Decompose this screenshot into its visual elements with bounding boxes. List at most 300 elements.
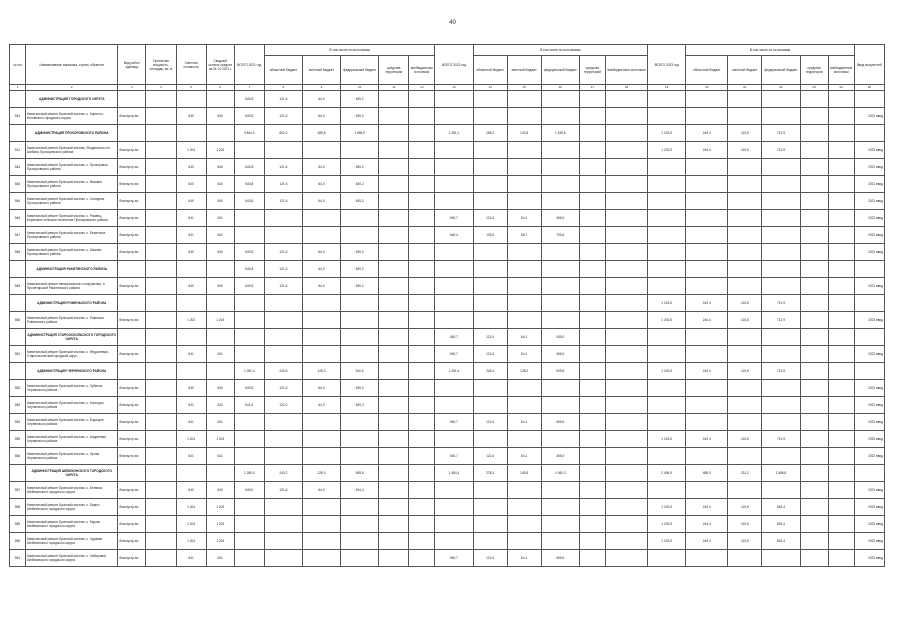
cell-r21-mest xyxy=(302,227,340,244)
cell-cost: 1 204 xyxy=(176,431,206,448)
cell-r21-mest xyxy=(302,329,340,346)
col-header-total-2023: ВСЕГО 2023 год xyxy=(648,45,686,85)
cell-t23: 1 203,5 xyxy=(648,125,686,142)
cell-empty xyxy=(605,193,647,210)
cell-empty xyxy=(409,227,435,244)
cell-empty xyxy=(605,244,647,261)
cell-no: 546 xyxy=(10,210,26,227)
cell-r21-obl: 121,6 xyxy=(264,159,302,176)
cell-r21-fed xyxy=(341,142,379,159)
cell-t21 xyxy=(234,329,264,346)
cell-power xyxy=(146,465,176,482)
cell-empty xyxy=(828,159,854,176)
cell-term xyxy=(854,91,884,108)
cell-t23 xyxy=(648,482,686,499)
cell-r23-mest xyxy=(728,380,762,397)
cell-r21-obl xyxy=(264,295,302,312)
cell-r21-fed: 455,2 xyxy=(341,159,379,176)
cell-unit: благоустр-во xyxy=(118,210,146,227)
cell-no: 512 xyxy=(10,142,26,159)
cell-empty xyxy=(379,278,409,295)
col-header-power: Проектная мощность, площадь, км, м xyxy=(146,45,176,85)
cell-t21: 640,8 xyxy=(234,278,264,295)
cell-r23-mest xyxy=(728,346,762,363)
cell-empty xyxy=(828,91,854,108)
cell-r22-fed: 1 060,3 xyxy=(541,465,579,482)
cell-r22-obl: 121,6 xyxy=(473,448,507,465)
cell-r23-obl: 244,4 xyxy=(686,533,728,550)
cell-rest xyxy=(206,125,234,142)
cell-power xyxy=(146,244,176,261)
cell-empty xyxy=(379,465,409,482)
admin-group-row xyxy=(10,91,885,108)
cell-no: 550 xyxy=(10,312,26,329)
cell-empty xyxy=(828,278,854,295)
cell-r22-fed xyxy=(541,431,579,448)
cell-t22 xyxy=(435,278,473,295)
cell-empty xyxy=(800,533,828,550)
cell-r22-fed xyxy=(541,176,579,193)
cell-r22-fed xyxy=(541,91,579,108)
cell-r22-fed: 455,0 xyxy=(541,550,579,567)
cell-r23-fed: 843,4 xyxy=(762,533,800,550)
cell-r22-obl xyxy=(473,482,507,499)
cell-term: 2021 ввод xyxy=(854,380,884,397)
cell-empty xyxy=(409,278,435,295)
cell-name: Капитальный ремонт Братской могилы, с. Береговое Прохоровского района xyxy=(26,227,118,244)
cell-t21: 640,8 xyxy=(234,91,264,108)
cell-r22-mest: 64,1 xyxy=(507,550,541,567)
cell-no: 543 xyxy=(10,108,26,125)
cell-r23-obl xyxy=(686,397,728,414)
cell-cost xyxy=(176,91,206,108)
cell-r22-fed xyxy=(541,108,579,125)
cell-empty xyxy=(579,193,605,210)
cell-r23-obl: 244,4 xyxy=(686,363,728,380)
cell-empty xyxy=(579,414,605,431)
cell-r21-fed: 455,2 xyxy=(341,176,379,193)
cell-name: Капитальный ремонт Братской могилы, с. Зиборовка Шебекинского городского округа xyxy=(26,550,118,567)
cell-r23-fed xyxy=(762,414,800,431)
cell-no: 557 xyxy=(10,482,26,499)
cell-empty xyxy=(379,329,409,346)
cell-r23-mest xyxy=(728,210,762,227)
cell-empty xyxy=(828,193,854,210)
cell-empty xyxy=(379,312,409,329)
cell-r23-obl: 244,4 xyxy=(686,431,728,448)
cell-r21-mest xyxy=(302,550,340,567)
col-header-fed-2021: федеральный бюджет xyxy=(341,56,379,85)
cell-t23 xyxy=(648,278,686,295)
cell-cost: 640 xyxy=(176,482,206,499)
cell-rest: 1 204 xyxy=(206,516,234,533)
cell-t23: 1 203,5 xyxy=(648,312,686,329)
cell-unit: благоустр-во xyxy=(118,550,146,567)
cell-r23-mest xyxy=(728,550,762,567)
cell-empty xyxy=(409,533,435,550)
cell-rest: 640 xyxy=(206,193,234,210)
cell-unit xyxy=(118,261,146,278)
cell-rest: 1 204 xyxy=(206,533,234,550)
cell-r23-mest xyxy=(728,244,762,261)
cell-empty xyxy=(828,125,854,142)
cell-r22-obl: 121,6 xyxy=(473,414,507,431)
cell-power xyxy=(146,142,176,159)
cell-unit: благоустр-во xyxy=(118,448,146,465)
cell-t21 xyxy=(234,533,264,550)
cell-empty xyxy=(409,550,435,567)
cell-empty xyxy=(800,363,828,380)
cell-r22-obl xyxy=(473,193,507,210)
cell-r21-mest: 64,0 xyxy=(302,482,340,499)
cell-r22-mest: 122,8 xyxy=(507,125,541,142)
cell-r22-mest: 64,1 xyxy=(507,329,541,346)
cell-cost xyxy=(176,295,206,312)
cell-r21-obl: 121,6 xyxy=(264,278,302,295)
cell-cost: 1 204 xyxy=(176,516,206,533)
cell-empty xyxy=(579,533,605,550)
cell-r21-mest: 64,0 xyxy=(302,261,340,278)
cell-t23 xyxy=(648,380,686,397)
cell-name: АДМИНИСТРАЦИЯ РАКИТЯНСКОГО РАЙОНА xyxy=(26,261,118,278)
cell-t21 xyxy=(234,142,264,159)
cell-empty xyxy=(605,363,647,380)
cell-t22 xyxy=(435,380,473,397)
cell-r22-fed xyxy=(541,278,579,295)
cell-t23 xyxy=(648,261,686,278)
cell-empty xyxy=(409,312,435,329)
cell-rest xyxy=(206,363,234,380)
cell-r23-mest: 115,6 xyxy=(728,295,762,312)
cell-t21 xyxy=(234,312,264,329)
cell-name: Капитальный ремонт Братской могилы, с. Лубяное Чернянского района xyxy=(26,380,118,397)
table-row xyxy=(10,312,885,329)
col-header-term: Ввод мощностей xyxy=(854,45,884,85)
column-number: 6 xyxy=(206,85,234,91)
cell-no xyxy=(10,329,26,346)
col-header-terr-2023: средства территории xyxy=(800,56,828,85)
cell-r22-mest xyxy=(507,295,541,312)
cell-r21-obl: 121,6 xyxy=(264,380,302,397)
column-number: 23 xyxy=(800,85,828,91)
col-header-cost: Сметная стоимость xyxy=(176,45,206,85)
cell-r23-mest xyxy=(728,159,762,176)
cell-r22-obl xyxy=(473,91,507,108)
cell-r22-obl xyxy=(473,159,507,176)
cell-term: 2022 ввод xyxy=(854,448,884,465)
cell-unit: благоустр-во xyxy=(118,244,146,261)
column-number: 20 xyxy=(686,85,728,91)
investment-program-table xyxy=(9,44,885,567)
cell-empty xyxy=(409,329,435,346)
cell-empty xyxy=(379,482,409,499)
cell-rest: 641 xyxy=(206,550,234,567)
page-number: 40 xyxy=(449,20,456,26)
cell-r22-mest xyxy=(507,482,541,499)
cell-name: АДМИНИСТРАЦИЯ ГОРОДСКОГО ОКРУГА xyxy=(26,91,118,108)
cell-empty xyxy=(828,431,854,448)
cell-r23-obl xyxy=(686,176,728,193)
cell-r21-fed: 454,4 xyxy=(341,482,379,499)
cell-empty xyxy=(800,91,828,108)
cell-cost: 640 xyxy=(176,278,206,295)
cell-r21-obl: 121,6 xyxy=(264,261,302,278)
cell-r21-mest xyxy=(302,312,340,329)
cell-empty xyxy=(579,499,605,516)
cell-empty xyxy=(379,159,409,176)
cell-empty xyxy=(800,125,828,142)
cell-empty xyxy=(379,125,409,142)
cell-cost xyxy=(176,465,206,482)
cell-r21-fed xyxy=(341,210,379,227)
cell-term: 2023 ввод xyxy=(854,499,884,516)
cell-rest xyxy=(206,91,234,108)
cell-r21-mest xyxy=(302,533,340,550)
cell-r22-mest xyxy=(507,533,541,550)
cell-empty xyxy=(605,465,647,482)
cell-unit xyxy=(118,125,146,142)
cell-r23-fed: 713,9 xyxy=(762,125,800,142)
cell-empty xyxy=(800,346,828,363)
cell-r21-fed xyxy=(341,448,379,465)
cell-no xyxy=(10,91,26,108)
cell-empty xyxy=(409,363,435,380)
cell-t22 xyxy=(435,193,473,210)
cell-r22-fed: 909,8 xyxy=(541,363,579,380)
cell-empty xyxy=(409,244,435,261)
cell-r21-fed: 455,2 xyxy=(341,91,379,108)
cell-empty xyxy=(605,499,647,516)
cell-unit: благоустр-во xyxy=(118,499,146,516)
cell-empty xyxy=(605,108,647,125)
cell-rest xyxy=(206,329,234,346)
table-row xyxy=(10,380,885,397)
admin-group-row xyxy=(10,363,885,380)
cell-r23-fed: 713,9 xyxy=(762,431,800,448)
cell-r22-obl xyxy=(473,295,507,312)
cell-r22-obl xyxy=(473,431,507,448)
cell-t22 xyxy=(435,499,473,516)
cell-unit xyxy=(118,465,146,482)
cell-t21: 640,8 xyxy=(234,193,264,210)
cell-rest xyxy=(206,261,234,278)
column-number: 21 xyxy=(728,85,762,91)
cell-empty xyxy=(828,516,854,533)
cell-cost: 641 xyxy=(176,414,206,431)
table-row xyxy=(10,142,885,159)
cell-t21 xyxy=(234,295,264,312)
cell-t23: 1 203,5 xyxy=(648,142,686,159)
col-header-mest-2022: местный бюджет xyxy=(507,56,541,85)
cell-r21-obl xyxy=(264,227,302,244)
cell-t23 xyxy=(648,550,686,567)
cell-r23-mest xyxy=(728,261,762,278)
cell-r22-fed xyxy=(541,499,579,516)
cell-t22: 640,7 xyxy=(435,210,473,227)
column-number: 8 xyxy=(264,85,302,91)
cell-rest: 641 xyxy=(206,448,234,465)
cell-power xyxy=(146,414,176,431)
cell-t23 xyxy=(648,176,686,193)
cell-empty xyxy=(828,312,854,329)
cell-t21 xyxy=(234,431,264,448)
cell-power xyxy=(146,533,176,550)
cell-rest: 1 204 xyxy=(206,312,234,329)
cell-empty xyxy=(800,278,828,295)
cell-empty xyxy=(379,227,409,244)
cell-cost xyxy=(176,261,206,278)
cell-r23-mest xyxy=(728,329,762,346)
cell-term: 2022 ввод xyxy=(854,550,884,567)
cell-r21-fed: 455,2 xyxy=(341,244,379,261)
cell-empty xyxy=(379,414,409,431)
cell-r23-fed: 843,4 xyxy=(762,516,800,533)
cell-r23-fed xyxy=(762,193,800,210)
col-header-obl-2023: областной бюджет xyxy=(686,56,728,85)
cell-r23-obl xyxy=(686,193,728,210)
cell-r21-mest: 64,0 xyxy=(302,159,340,176)
cell-empty xyxy=(828,108,854,125)
cell-name: Капитальный ремонт Братской могилы, с. Прохоровка Прохоровского района xyxy=(26,159,118,176)
cell-empty xyxy=(800,244,828,261)
cell-t23: 2 406,9 xyxy=(648,465,686,482)
cell-r23-mest xyxy=(728,397,762,414)
cell-r21-mest xyxy=(302,448,340,465)
cell-power xyxy=(146,363,176,380)
cell-cost: 1 204 xyxy=(176,499,206,516)
cell-unit: благоустр-во xyxy=(118,278,146,295)
cell-empty xyxy=(379,380,409,397)
cell-t22 xyxy=(435,108,473,125)
cell-r22-mest xyxy=(507,380,541,397)
cell-empty xyxy=(409,448,435,465)
cell-power xyxy=(146,448,176,465)
cell-name: Капитальный ремонт Братской могилы, с. Вязовое Прохоровского района xyxy=(26,176,118,193)
cell-rest: 640 xyxy=(206,108,234,125)
cell-empty xyxy=(379,193,409,210)
cell-r23-obl xyxy=(686,278,728,295)
cell-cost: 640 xyxy=(176,380,206,397)
cell-power xyxy=(146,227,176,244)
cell-r22-mest xyxy=(507,176,541,193)
cell-r22-fed xyxy=(541,397,579,414)
col-header-name: Наименование заказчика, строек, объектов xyxy=(26,45,118,85)
cell-rest: 641 xyxy=(206,227,234,244)
cell-name: Капитальный ремонт Братской могилы, с. Ровеньки Ровеньского района xyxy=(26,312,118,329)
cell-r21-mest: 128,0 xyxy=(302,465,340,482)
cell-r23-obl: 244,4 xyxy=(686,295,728,312)
cell-empty xyxy=(605,159,647,176)
cell-power xyxy=(146,176,176,193)
cell-r23-fed xyxy=(762,176,800,193)
cell-r22-obl: 255,2 xyxy=(473,125,507,142)
cell-r22-obl xyxy=(473,533,507,550)
cell-r21-mest: 64,0 xyxy=(302,108,340,125)
cell-unit: благоустр-во xyxy=(118,397,146,414)
table-row xyxy=(10,516,885,533)
cell-r22-mest xyxy=(507,91,541,108)
cell-no: 546 xyxy=(10,193,26,210)
col-header-rest: Сводный остаток средств на 01.01.2021 г. xyxy=(206,45,234,85)
cell-empty xyxy=(379,499,409,516)
cell-empty xyxy=(828,448,854,465)
table-row xyxy=(10,550,885,567)
cell-r22-obl: 243,4 xyxy=(473,363,507,380)
cell-empty xyxy=(828,533,854,550)
cell-name: АДМИНИСТРАЦИЯ ПРОХОРОВСКОГО РАЙОНА xyxy=(26,125,118,142)
cell-r21-mest xyxy=(302,142,340,159)
admin-group-row xyxy=(10,261,885,278)
cell-empty xyxy=(605,533,647,550)
cell-no: 545 xyxy=(10,176,26,193)
cell-unit xyxy=(118,363,146,380)
cell-empty xyxy=(605,448,647,465)
cell-power xyxy=(146,108,176,125)
cell-empty xyxy=(409,91,435,108)
table-row xyxy=(10,244,885,261)
cell-empty xyxy=(605,380,647,397)
cell-r21-mest: 64,0 xyxy=(302,193,340,210)
cell-t22: 640,7 xyxy=(435,329,473,346)
cell-name: Капитальный ремонт Братской могилы, с. Холодное Прохоровского района xyxy=(26,193,118,210)
column-number: 2 xyxy=(26,85,118,91)
cell-empty xyxy=(579,550,605,567)
cell-empty xyxy=(379,516,409,533)
column-number: 10 xyxy=(341,85,379,91)
cell-r23-fed xyxy=(762,91,800,108)
cell-empty xyxy=(379,550,409,567)
cell-cost: 641 xyxy=(176,448,206,465)
cell-power xyxy=(146,91,176,108)
cell-power xyxy=(146,159,176,176)
cell-r22-mest: 64,1 xyxy=(507,414,541,431)
cell-empty xyxy=(828,482,854,499)
cell-empty xyxy=(605,482,647,499)
cell-t23: 1 203,5 xyxy=(648,295,686,312)
cell-empty xyxy=(579,159,605,176)
cell-empty xyxy=(579,278,605,295)
cell-name: Капитальный ремонт Братской могилы, с. Муром Шебекинского городского округа xyxy=(26,516,118,533)
cell-r21-fed: 455,2 xyxy=(341,193,379,210)
cell-term: 2022 ввод xyxy=(854,346,884,363)
cell-empty xyxy=(828,210,854,227)
cell-t22 xyxy=(435,142,473,159)
cell-r22-mest: 128,2 xyxy=(507,363,541,380)
cell-term xyxy=(854,125,884,142)
col-header-fed-2022: федеральный бюджет xyxy=(541,56,579,85)
cell-name: Капитальный ремонт Братской могилы, с. Федосеевка, Старооскольский городской округ xyxy=(26,346,118,363)
cell-empty xyxy=(605,295,647,312)
cell-power xyxy=(146,482,176,499)
cell-r23-obl xyxy=(686,108,728,125)
cell-t23 xyxy=(648,227,686,244)
cell-rest: 641 xyxy=(206,210,234,227)
table-row xyxy=(10,210,885,227)
cell-empty xyxy=(800,431,828,448)
cell-unit xyxy=(118,329,146,346)
cell-r23-obl: 244,4 xyxy=(686,516,728,533)
cell-no: 558 xyxy=(10,499,26,516)
cell-empty xyxy=(409,176,435,193)
table-body xyxy=(10,91,885,567)
cell-empty xyxy=(379,431,409,448)
column-number: 15 xyxy=(507,85,541,91)
group-header-2022: В том числе по источникам xyxy=(473,45,648,56)
cell-name: АДМИНИСТРАЦИЯ ШЕБЕКИНСКОГО ГОРОДСКОГО ОКРУГА xyxy=(26,465,118,482)
cell-empty xyxy=(579,397,605,414)
cell-r22-fed: 455,0 xyxy=(541,210,579,227)
cell-r23-fed: 713,9 xyxy=(762,312,800,329)
